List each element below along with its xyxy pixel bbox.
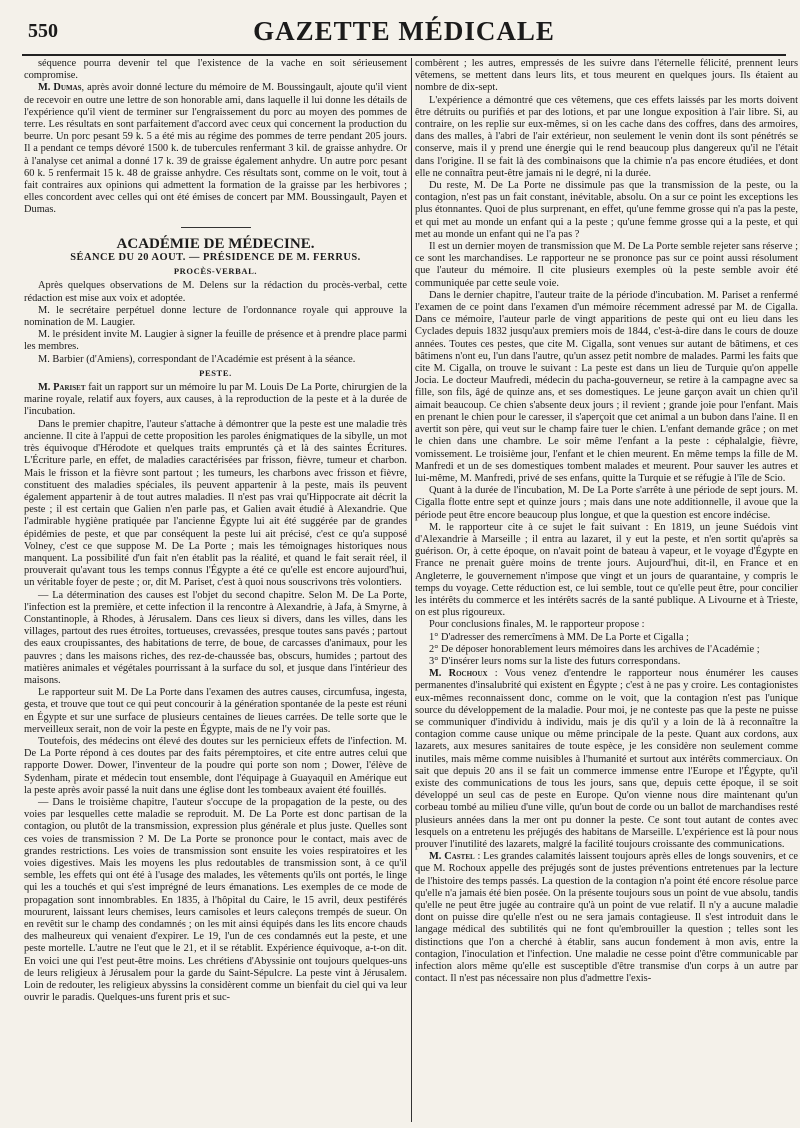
paragraph: Dans le premier chapitre, l'auteur s'attache à démontrer que la peste est une maladie très ancienne. Il cite à l'appui de cette proposition les paroles énigmatiques de la sibylle, un mot très équivoque d'Hérodote et quelques traits empruntés çà et là des saintes Écritures. L'Écriture parle, en effet, de maladies caractérisées par frisson, fièvre, tumeur et charbon. Mais le frisson et la fièvre sont partout ; les tumeurs, les charbons avec frisson et fièvre, constituent des maladies spéciales, ils peuvent appartenir à la peste, mais ils peuvent également appartenir à de tout autres maladies. Il n'est pas vrai qu'Hippocrate ait décrit la peste ; il est certain que Galien n'en parle pas, et Galien avait étudié à Alexandrie. Que l'admirable hygiène pratiquée par l'ancienne Égypte lui ait été suggérée par de grandes épidémies de peste, et que par conséquent la peste lui ait précisé, c'est ce qu'a supposé Volney, c'est ce que suppose M. De La Porte ; mais les témoignages historiques nous manquent. La possibilité d'un fait n'en établit pas la réalité, et quand le fait serait réel, il prouverait qu'avant tous les temps connus l'Égypte a été ce qu'elle est encore aujourd'hui, un véritable foyer de peste ; or, dit M. Pariset, c'est à quoi nous souscrivons très volontiers. [24,418,407,589]
paragraph-text: fait un rapport sur un mémoire lu par M. Louis De La Porte, chirurgien de la marine royale, relatif aux foyers, aux causes, à la reproduction de la peste et à la durée de l'incubation. [24,382,407,418]
paragraph: Dans le dernier chapitre, l'auteur traite de la période d'incubation. M. Pariset a renfermé l'examen de ce point dans l'examen d'un mémoire récemment adressé par M. de Cigalla. Dans ce mémoire, l'auteur parle de vingt apparitions de peste qui ont eu lieu dans les Cyclades depuis 1832 jusqu'aux premiers mois de 1844, c'est-à-dire dans le cours de douze années. Toutes ces pestes, que cite M. Cigalla, sont venues sur autant de bâtimens, et ces bâtimens n'ont eu, l'un dans l'autre, qu'un assez petit nombre de malades. Parmi les faits que cite M. Cigalla, on trouve le suivant : La peste est dans un lieu de Turquie qu'on appelle Jocia. Le docteur Maufredi, médecin du pacha-gouverneur, se retire à la campagne avec sa fille, son fils, âgé de quinze ans, et ses domestiques. Le jeune garçon avait un chien qu'il aimait beaucoup. Ce chien s'absente deux jours ; il revient ; grande joie pour l'enfant. Mais en prenant le chien pour le caresser, il s'aperçoit que cet animal a un bubon dans l'aine. Il en avertit son père, qui veut sur le champ faire tuer le chien. L'enfant demande grâce ; on met le chien dans une chambre. Le soir même l'enfant a la peste : céphalalgie, fièvre, vomissement. Le troisième jour, l'enfant et le chien meurent. En même temps la fille de M. Manfredi et un de ses domestiques tombent malades et meurent. Pour sauver les autres et lui-même, M. Manfredi, privé de ses enfans, quitte la Turquie et se réfugie à l'île de Scio. [415,289,798,484]
paragraph: Du reste, M. De La Porte ne dissimule pas que la transmission de la peste, ou la contagion, n'est pas un fait constant, inévitable, absolu. On a sur ce point les exceptions les plus étonnantes. Quoi de plus surprenant, en effet, qu'une femme grosse qui n'a pas la peste, et qui met au monde un enfant qui a la peste ; qu'une femme grosse qui a la peste, et qui met au monde un enfant qui ne l'a pas ? [415,180,798,240]
page-number: 550 [28,20,58,42]
section-title: ACADÉMIE DE MÉDECINE. [116,235,315,252]
paragraph-text: : Les grandes calamités laissent toujours après elles de longs souvenirs, et ce que M. Rochoux appelle des préjugés sont de justes préventions entretenues par la lecture de l'histoire des temps passés. La question de la contagion n'a point été encore résolue parce qu'elle n'a jamais été bien posée. On la présente toujours sous un point de vue absolu, tandis qu'elle ne peut être jugée au contraire qu'à un point de vue relatif. Il n'y a aucune maladie dont on puisse dire qu'elle n'est ou ne sera jamais contagieuse. Il s'est introduit dans le langage médical des subtilités qui ne font qu'embrouiller la question ; telles sont les distinctions que l'on a cherché à établir, sans aucun fondement à mon avis, entre la contagion, l'inoculation et l'infection. Une maladie ne cesse point d'être communicable par infection alors même qu'elle est susceptible d'être transmise d'un corps à un autre par contact. Il n'est pas nécessaire non plus d'admettre l'exis- [415,851,798,985]
text-columns [22,58,798,1122]
subsection-title: PROCÈS-VERBAL. [173,266,258,277]
paragraph: M. le président invite M. Laugier à signer la feuille de présence et à prendre place parmi les membres. [24,329,407,353]
paragraph [415,668,798,851]
paragraph: L'expérience a démontré que ces vêtemens, que ces effets laissés par les morts doivent être détruits ou purifiés et par des lotions, et par une longue exposition à l'air libre. Si, au contraire, on les replie sur eux-mêmes, si on les cache dans des coffres, dans des armoires, dans des malles, à l'abri de l'air extérieur, non seulement le venin dont ils sont pénétrés se conserve, mais il y prend une énergie qui le rend beaucoup plus dangereux qu'il ne l'était dans l'origine. Il se fait là des combinaisons que la chimie n'a pas encore étudiées, et dont elle ne connaîtra peut-être jamais ni le degré, ni la durée. [415,94,798,179]
paragraph: M. le rapporteur cite à ce sujet le fait suivant : En 1819, un jeune Suédois vint d'Alexandrie à Marseille ; il entra au lazaret, il y eut la peste, et n'en sortit qu'après sa guérison. Or, à cette époque, on n'avait point de bateau à vapeur, et le voyage d'Égypte en France ne prenait guère moins de trente jours. Aujourd'hui, dit-il, en France et en Angleterre, le gouvernement n'impose que vingt et un jours de quarantaine, y compris le temps du voyage. Cette réduction est, ce lui semble, tout ce qu'elle peut être, pour concilier les intérêts du commerce et les intérêts sacrés de la santé publique. A Livourne et à Trieste, on est plus rigoureux. [415,521,798,619]
paragraph: Il est un dernier moyen de transmission que M. De La Porte semble rejeter sans réserve ; ce sont les marchandises. Le rapporteur ne se prononce pas sur ce point aussi résolument que l'auteur du mémoire. Il cite plusieurs exemples où la peste semble avoir été communiquée par cette seule voie. [415,241,798,289]
paragraph: Quant à la durée de l'incubation, M. De La Porte s'arrête à une période de sept jours. M. Cigalla flotte entre sept et quinze jours ; mais dans une note additionnelle, il avoue que la période peut être encore beaucoup plus longue, et que la question est encore indécise. [415,485,798,521]
paragraph [415,851,798,985]
speaker-name: M. Pariset [38,382,86,394]
column-divider [411,58,412,1122]
speaker-name: M. Dumas [38,82,82,94]
paragraph-text: , après avoir donné lecture du mémoire de M. Boussingault, ajoute qu'il vient de recevoir en outre une lettre de son honorable ami, dans laquelle il lui donne les détails de l'expérience qu'il vient de terminer sur l'engraissement du porc au moyen des pommes de terre. Les résultats en sont parfaitement d'accord avec ceux qui concernent la production du beurre. Un porc pesant 59 k. 5 a été mis au régime des pommes de terre pendant 205 jours. Il a pendant ce temps dévoré 1500 k. de tubercules renfermant 3 kil. de graisse anhydre. Or à l'analyse cet animal a donné 17 k. 39 de graisse également anhydre. Un autre porc pesant 60 k. 5 renfermait 15 k. 48 de graisse anhydre. Ces résultats sont, comme on le voit, tout à fait contraires aux opinions qui admettent la formation de la graisse par les herbivores ; elles concordent avec celles qui ont été émises de concert par MM. Boussingault, Payen et Dumas. [24,82,407,216]
paragraph: Le rapporteur suit M. De La Porte dans l'examen des autres causes, circumfusa, ingesta, gesta, et trouve que tout ce qui peut concourir à la génération spontanée de la peste est réuni en Égypte et sur une surface de plusieurs centaines de lieues carrées. De telle sorte que le merveilleux serait, non de voir la peste en Égypte, mais de ne l'y voir pas. [24,687,407,735]
journal-title: GAZETTE MÉDICALE [253,16,555,46]
conclusion-item: 2° De déposer honorablement leurs mémoires dans les archives de l'Académie ; [429,643,760,655]
paragraph: Pour conclusions finales, M. le rapporteur propose : [429,619,645,631]
speaker-name: M. Rochoux [429,668,488,680]
session-heading: SÉANCE DU 20 AOUT. — PRÉSIDENCE DE M. FERRUS. [70,252,361,264]
separator [24,220,407,232]
conclusion-item: 1° D'adresser des remercîmens à MM. De La Porte et Cigalla ; [429,631,689,643]
paragraph: — Dans le troisième chapitre, l'auteur s'occupe de la propagation de la peste, ou des voies par lesquelles cette maladie se reproduit. M. De La Porte est donc partisan de la contagion, ou plutôt de la transmission, expression plus générale et plus juste. Quelles sont ces voies de transmission ? M. De La Porte se prononce pour le contact, mais avec de grandes restrictions. Les voies de transmission sont ensuite les voies respiratoires et les voies digestives. Mais les moyens les plus redoutables de transmission sont, à ce qu'il semble, les effets qui ont été à l'usage des malades, les vêtements qu'ils ont portés, le linge qui les a touchés et qui s'est imprégné de leurs émanations. Les exemples de ce mode de propagation sont innombrables. En 1835, à l'hôpital du Caire, le 15 avril, deux pestiférés moururent, laissant leurs chemises, leurs camisoles et leurs caleçons trempés de sueur. On en revêtit sur le champ des condamnés ; on les mit ainsi équipés dans les lits encore chauds des malheureux qui venaient d'expirer. Le 19, l'un de ces condamnés eut la peste, et une peste mortelle. L'autre ne l'eut que le 21, et il se rétablit. Expérience équivoque, a-t-on dit. En voici une qui l'est peut-être moins. Les chrétiens d'Abyssinie ont toujours quelques-uns de leurs religieux à Jérusalem pour la garde du Saint-Sépulcre. La peste vint à Jérusalem. Loin de redouter, les religieux abyssins la considèrent comme un bienfait du ciel qui va leur ouvrir le paradis. Quelques-uns furent pris et suc- [24,796,407,1004]
conclusion-item: 3° D'insérer leurs noms sur la liste des futurs correspondans. [429,655,681,667]
paragraph: Toutefois, des médecins ont élevé des doutes sur les pernicieux effets de l'infection. M. De La Porte répond à ces doutes par des faits péremptoires, et cite entre autres celui que rapporte Dower. Dower, l'inventeur de la poudre qui porte son nom ; Dower, l'élève de Sydenham, pirate et médecin tout ensemble, dont l'équipage à Guayaquil en Amérique eut la peste après avoir passé la nuit dans une église dont les tombeaux avaient été fouillés. [24,735,407,796]
page-header [22,10,786,56]
right-column [415,58,798,1122]
paragraph: combèrent ; les autres, empressés de les suivre dans l'éternelle félicité, prennent leurs vêtemens, se mettent dans leurs lits, et tous meurent en quelques jours. Ils étaient au nombre de dix-sept. [415,58,798,94]
speaker-name: M. Castel [429,851,475,863]
paragraph: séquence pourra devenir tel que l'existence de la vache en soit sérieusement compromise. [24,58,407,82]
paragraph [24,82,407,216]
paragraph: — La détermination des causes est l'objet du second chapitre. Selon M. De La Porte, l'infection est la première, et cette infection il la rencontre à Alexandrie, à Jafa, à Smyrne, à Constantinople, à Rhodes, à Jérusalem. Dans ces lieux si divers, dans les villes, dans les villages, partout des rues étroites, tortueuses, crevassées, presque toutes sans pavés ; partout des eaux croupissantes, des habitations de terre, de boue, de carcasses d'animaux, pour les pauvres ; dans les maisons riches, des rez-de-chaussée bas, obscurs, humides ; partout des matières animales et végétales pourrissant à la surface du sol, et jusque dans l'intérieur des maisons. [24,589,407,686]
paragraph: Après quelques observations de M. Delens sur la rédaction du procès-verbal, cette rédaction est mise aux voix et adoptée. [24,280,407,304]
paragraph: M. Barbier (d'Amiens), correspondant de l'Académie est présent à la séance. [38,353,356,365]
paragraph [24,382,407,419]
paragraph: M. le secrétaire perpétuel donne lecture de l'ordonnance royale qui approuve la nomination de M. Laugier. [24,304,407,329]
paragraph-text: : Vous venez d'entendre le rapporteur nous énumérer les causes permanentes d'insalubrité qui existent en Égypte ; c'est à ne pas y croire. Les contagionistes eux-mêmes reconnaissent donc, comme on le voit, que la contagion n'est pas l'unique source du développement de la maladie. Pour moi, je ne conteste pas que la peste ne puisse se communiquer d'individu à individu, mais je dis qu'il y a loin de là à reconnaître la contagion comme cause unique ou même principale de la peste. Quant aux cordons, aux lazarets, aux mesures sanitaires de toute espèce, je les considère non seulement comme inutiles, mais même comme nuisibles à l'humanité et surtout aux intérêts commerciaux. On sait que depuis 20 ans il se fait un commerce immense entre l'Europe et l'Égypte, qu'il existe des communications de tous les jours, sans que, depuis cette époque, il se soit développé un seul cas de peste en Europe. Qu'on vienne nous dire maintenant qu'un corbeau tombé au milieu d'une ville, qu'un bout de corde ou un ballot de marchandises resté plusieurs années dans la mer ont pu donner la peste. Ce sont tout autant de contes avec lesquels on a entretenu les préjugés des habitans de Marseille. L'expérience est là pour nous prouver l'inutilité des lazarets, malgré la facilité toujours croissante des communications. [415,668,798,850]
left-column [24,58,407,1122]
subsection-title: PESTE. [199,367,232,378]
